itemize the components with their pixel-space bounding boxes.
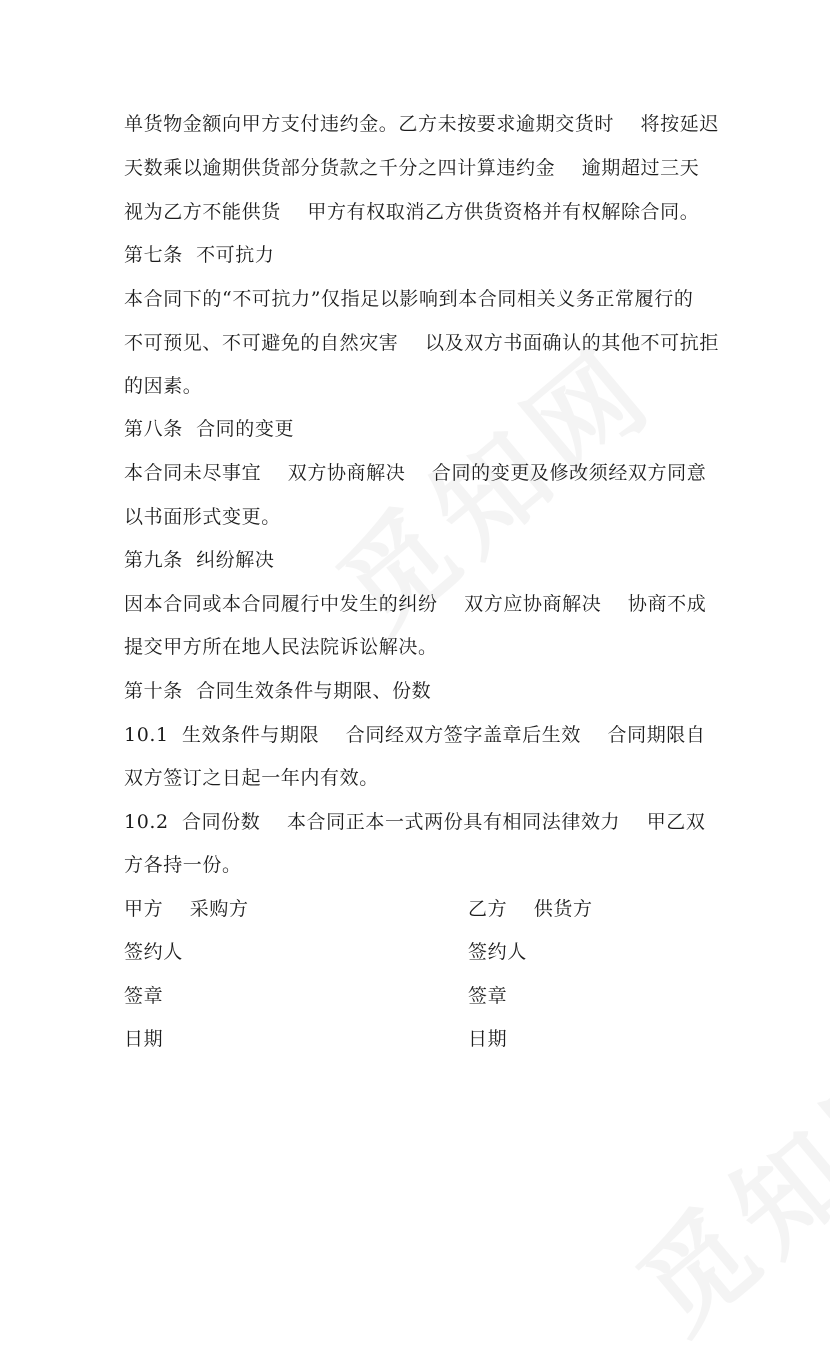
body-text-line: 本合同下的“不可抗力”仅指足以影响到本合同相关义务正常履行的	[124, 288, 694, 310]
section-heading: 第十条 合同生效条件与期限、份数	[124, 680, 432, 702]
body-text-line: 双方签订之日起一年内有效。	[124, 767, 379, 789]
body-text-line: 10.2 合同份数 本合同正本一式两份具有相同法律效力 甲乙双	[124, 811, 706, 833]
body-text-line: 方各持一份。	[124, 854, 242, 876]
body-text-line: 不可预见、不可避免的自然灾害 以及双方书面确认的其他不可抗拒	[124, 332, 719, 354]
party-b-seal-label: 签章	[468, 985, 508, 1007]
body-text-line: 单货物金额向甲方支付违约金。乙方未按要求逾期交货时 将按延迟	[124, 113, 719, 135]
body-text-line: 提交甲方所在地人民法院诉讼解决。	[124, 636, 438, 658]
body-text-line: 本合同未尽事宜 双方协商解决 合同的变更及修改须经双方同意	[124, 462, 707, 484]
watermark	[600, 1005, 830, 1361]
body-text-line: 以书面形式变更。	[124, 506, 281, 528]
section-heading: 第八条 合同的变更	[124, 418, 295, 440]
party-a-seal-label: 签章	[124, 985, 164, 1007]
party-a-date-label: 日期	[124, 1028, 164, 1050]
body-text-line: 的因素。	[124, 375, 203, 397]
party-b-date-label: 日期	[468, 1028, 508, 1050]
party-a-signer-label: 签约人	[124, 941, 183, 963]
body-text-line: 10.1 生效条件与期限 合同经双方签字盖章后生效 合同期限自	[124, 724, 706, 746]
body-text-line: 视为乙方不能供货 甲方有权取消乙方供货资格并有权解除合同。	[124, 201, 700, 223]
section-heading: 第九条 纠纷解决	[124, 549, 275, 571]
body-text-line: 天数乘以逾期供货部分货款之千分之四计算违约金 逾期超过三天	[124, 157, 700, 179]
party-b-signer-label: 签约人	[468, 941, 527, 963]
party-a-title: 甲方 采购方	[124, 898, 249, 920]
body-text-line: 因本合同或本合同履行中发生的纠纷 双方应协商解决 协商不成	[124, 593, 707, 615]
party-b-title: 乙方 供货方	[468, 898, 593, 920]
section-heading: 第七条 不可抗力	[124, 244, 275, 266]
